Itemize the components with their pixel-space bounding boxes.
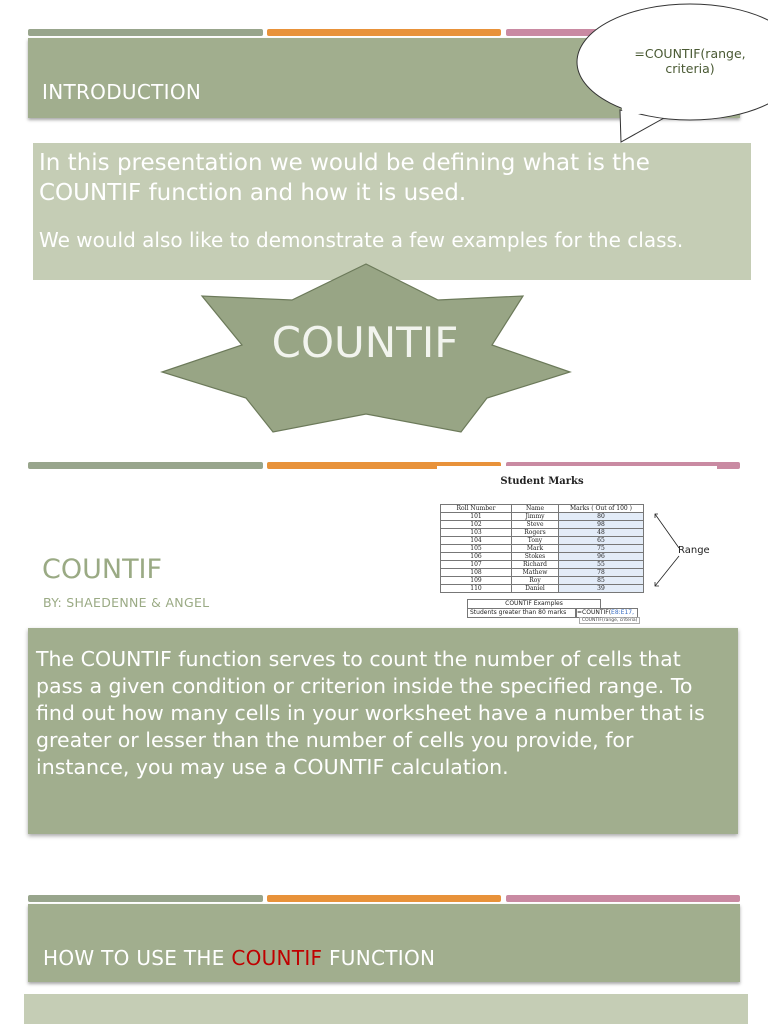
header-cell: Marks ( Out of 100 ) <box>559 505 644 513</box>
table-row <box>441 569 644 577</box>
accent-stripe-orange <box>267 29 501 36</box>
table-cell: 78 <box>559 569 644 577</box>
table-cell: 80 <box>559 513 644 521</box>
table-cell: 85 <box>559 577 644 585</box>
accent-stripe-green <box>28 462 263 469</box>
table-header-row <box>441 505 644 513</box>
accent-stripe-green <box>28 29 263 36</box>
slide3-title-part2: FUNCTION <box>322 946 436 970</box>
table-cell: Richard <box>512 561 559 569</box>
formula-ref: E8:E17, <box>611 609 635 616</box>
table-row <box>441 545 644 553</box>
table-cell: 39 <box>559 585 644 593</box>
table-cell: Mathew <box>512 569 559 577</box>
table-row <box>441 553 644 561</box>
table-cell: 108 <box>441 569 512 577</box>
table-row <box>441 537 644 545</box>
table-row <box>441 513 644 521</box>
table-row <box>441 577 644 585</box>
table-cell: 65 <box>559 537 644 545</box>
table-cell: 103 <box>441 529 512 537</box>
table-cell: 48 <box>559 529 644 537</box>
table-cell: Daniel <box>512 585 559 593</box>
accent-stripe-pink <box>506 895 740 902</box>
table-row <box>441 585 644 593</box>
formula-tooltip: COUNTIF(range, criteria) <box>579 617 640 624</box>
callout-text: =COUNTIF(range, criteria) <box>634 46 746 76</box>
table-cell: 101 <box>441 513 512 521</box>
table-cell: 106 <box>441 553 512 561</box>
table-cell: Tony <box>512 537 559 545</box>
table-cell: 55 <box>559 561 644 569</box>
table-title: Student Marks <box>500 476 584 487</box>
star-label: COUNTIF <box>271 318 459 367</box>
table-row <box>441 521 644 529</box>
table-cell: 98 <box>559 521 644 529</box>
table-cell: 102 <box>441 521 512 529</box>
table-cell: 107 <box>441 561 512 569</box>
slide3-content-box <box>24 994 748 1024</box>
examples-header: COUNTIF Examples <box>467 599 601 609</box>
header-cell: Roll Number <box>441 505 512 513</box>
slide1-title: INTRODUCTION <box>42 80 202 104</box>
explanation-box <box>28 628 738 834</box>
slide3-header <box>28 904 740 982</box>
table-cell: Mark <box>512 545 559 553</box>
table-cell: 75 <box>559 545 644 553</box>
range-label: Range <box>678 545 710 556</box>
table-row <box>441 561 644 569</box>
accent-stripe-orange <box>267 895 501 902</box>
slide3-title <box>43 946 435 970</box>
table-cell: Steve <box>512 521 559 529</box>
table-cell: Roy <box>512 577 559 585</box>
example-label: Students greater than 80 marks <box>467 608 577 618</box>
accent-stripe-green <box>28 895 263 902</box>
student-marks-image <box>437 466 717 626</box>
table-row <box>441 529 644 537</box>
slide3-title-highlight: COUNTIF <box>231 946 323 970</box>
table-cell: 109 <box>441 577 512 585</box>
table-cell: 110 <box>441 585 512 593</box>
slide2-subtitle: BY: SHAEDENNE & ANGEL <box>43 595 210 610</box>
table-cell: Stokes <box>512 553 559 561</box>
intro-text-2: We would also like to demonstrate a few examples for the class. <box>39 228 684 252</box>
formula-prefix: =COUNTIF( <box>577 609 612 616</box>
table-cell: Rogers <box>512 529 559 537</box>
explanation-text: The COUNTIF function serves to count the number of cells that pass a given condition or criterion inside the specified range. To find out how many cells in your worksheet have a number that is greater or lesser than the number of cells you provide, for instance, you may use a COUNTIF calculation. <box>36 647 705 779</box>
intro-text-1: In this presentation we would be defining what is the COUNTIF function and how it is used. <box>39 150 650 206</box>
table-cell: 105 <box>441 545 512 553</box>
slide3-title-part1: HOW TO USE THE <box>43 946 232 970</box>
marks-table <box>440 504 644 593</box>
table-cell: Jimmy <box>512 513 559 521</box>
header-cell: Name <box>512 505 559 513</box>
table-cell: 104 <box>441 537 512 545</box>
slide2-title: COUNTIF <box>42 554 163 585</box>
table-cell: 96 <box>559 553 644 561</box>
